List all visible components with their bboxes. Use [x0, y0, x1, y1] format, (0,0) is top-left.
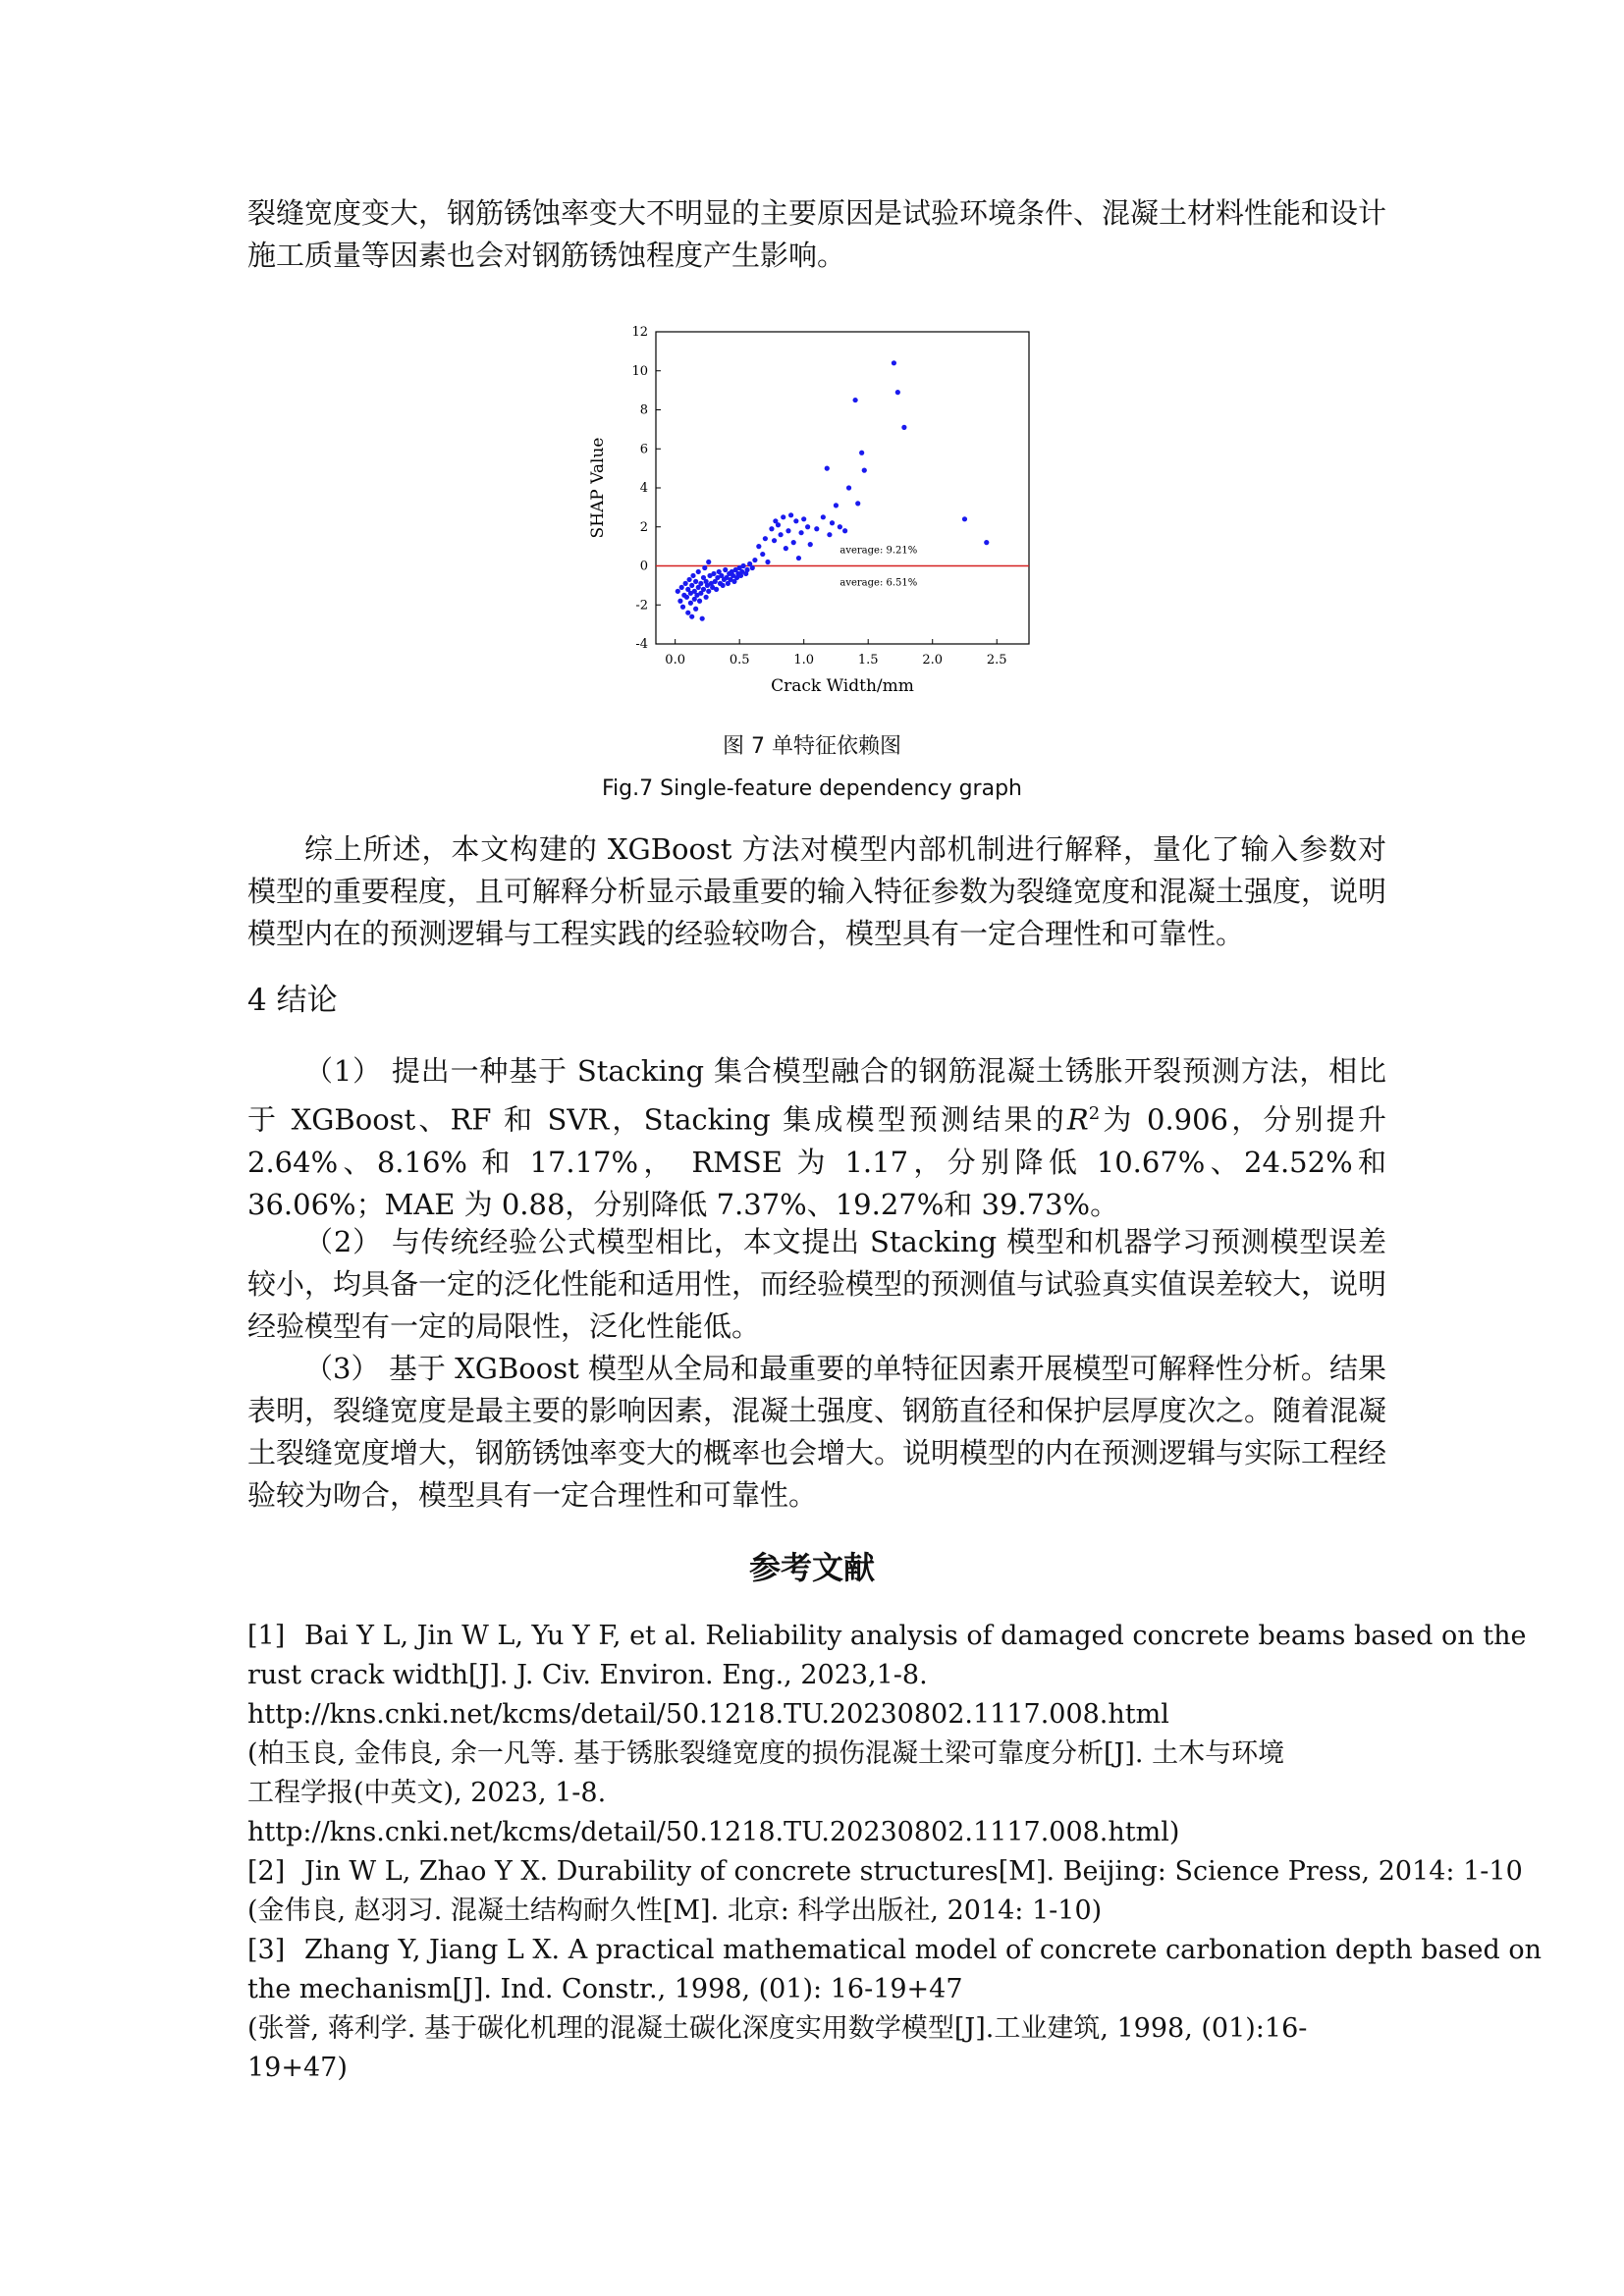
- reference-line: [247, 1774, 1386, 1813]
- scatter-point: [901, 425, 906, 430]
- conclusion-3: （3） 基于 XGBoost 模型从全局和最重要的单特征因素开展模型可解释性分析。结果表明，裂缝宽度是最主要的影响因素，混凝土强度、钢筋直径和保护层厚度次之。随着混凝土裂缝宽度增大，钢筋锈蚀率变大的概率也会增大。说明模型的内在预测逻辑与实际工程经验较为吻合，模型具有一定合理性和可靠性。: [247, 1352, 1387, 1512]
- x-tick-label: 1.0: [793, 653, 815, 667]
- reference-text: (张誉, 蒋利学. 基于碳化机理的混凝土碳化深度实用数学模型[J].工业建筑, 1998, (01):16-: [247, 2013, 1308, 2044]
- reference-url: http://kns.cnki.net/kcms/detail/50.1218.TU.20230802.1117.008.html): [247, 1817, 1180, 1847]
- figure-caption-en: Fig.7 Single-feature dependency graph: [601, 776, 1022, 801]
- reference-line: [247, 1656, 1386, 1695]
- scatter-point: [685, 611, 690, 615]
- y-tick-label: 6: [639, 442, 648, 457]
- scatter-point: [788, 512, 793, 517]
- scatter-points: [676, 360, 990, 621]
- r-squared-symbol: R: [1066, 1102, 1089, 1137]
- scatter-point: [686, 577, 691, 582]
- reference-number: [3]: [247, 1935, 286, 1965]
- reference-line: [247, 1970, 1386, 2009]
- scatter-point: [808, 542, 813, 547]
- conclusion-1-text-b: 为 0.906，分别提升 2.64%、8.16% 和 17.17%， RMSE 为 1.17，分别降低 10.67%、24.52%和 36.06%；MAE 为 0.88，分别降低 7.37%、19.27%和 39.73%。: [247, 1102, 1386, 1221]
- scatter-point: [706, 560, 711, 564]
- axis-ticks: [631, 325, 1006, 667]
- scatter-point: [690, 573, 695, 578]
- scatter-point: [684, 595, 689, 600]
- reference-line: [247, 1892, 1386, 1931]
- scatter-point: [779, 532, 784, 537]
- scatter-point: [677, 599, 682, 604]
- x-tick-label: 0.5: [729, 653, 750, 667]
- x-axis-label: Crack Width/mm: [771, 676, 914, 696]
- scatter-point: [676, 589, 680, 594]
- x-tick-label: 2.5: [986, 653, 1007, 667]
- reference-line: [247, 1931, 1542, 1970]
- reference-line: [247, 1735, 1386, 1774]
- reference-line: [247, 1813, 1386, 1852]
- conclusion-2: （2） 与传统经验公式模型相比，本文提出 Stacking 模型和机器学习预测模型误差较小，均具备一定的泛化性能和适用性，而经验模型的预测值与试验真实值误差较大，说明经验模型有一定的局限性，泛化性能低。: [247, 1225, 1387, 1343]
- x-tick-label: 1.5: [857, 653, 879, 667]
- scatter-point: [711, 571, 716, 576]
- y-tick-label: 10: [631, 363, 648, 379]
- y-tick-label: 12: [631, 325, 648, 340]
- scatter-point: [855, 501, 860, 506]
- scatter-point: [895, 390, 900, 395]
- reference-text: (柏玉良, 金伟良, 余一凡等. 基于锈胀裂缝宽度的损伤混凝土梁可靠度分析[J]. 土木与环境: [247, 1738, 1285, 1769]
- summary-paragraph: 综上所述，本文构建的 XGBoost 方法对模型内部机制进行解释，量化了输入参数对模型的重要程度，且可解释分析显示最重要的输入特征参数为裂缝宽度和混凝土强度，说明模型内在的预测逻辑与工程实践的经验较吻合，模型具有一定合理性和可靠性。: [247, 832, 1387, 950]
- reference-text: Bai Y L, Jin W L, Yu Y F, et al. Reliability analysis of damaged concrete beams based on the: [304, 1621, 1527, 1651]
- r-squared-exponent: 2: [1088, 1103, 1101, 1124]
- scatter-point: [827, 532, 832, 537]
- scatter-point: [706, 589, 711, 594]
- reference-text: Jin W L, Zhao Y X. Durability of concrete structures[M]. Beijing: Science Press, 2014: 1-10: [304, 1856, 1523, 1887]
- references-heading: 参考文献: [748, 1549, 875, 1586]
- scatter-point: [704, 595, 709, 600]
- scatter-point: [842, 528, 847, 533]
- annotation-average-upper: average: 9.21%: [839, 545, 918, 557]
- scatter-point: [859, 451, 864, 455]
- scatter-point: [714, 587, 719, 592]
- scatter-point: [697, 599, 702, 604]
- scatter-point: [760, 552, 765, 557]
- y-tick-label: 0: [639, 559, 648, 574]
- scatter-point: [984, 540, 989, 545]
- shap-dependency-chart: [575, 314, 1047, 707]
- scatter-point: [801, 516, 806, 521]
- scatter-point: [679, 585, 684, 590]
- scatter-point: [769, 526, 774, 531]
- scatter-point: [689, 583, 694, 588]
- reference-number: [1]: [247, 1621, 286, 1651]
- intro-paragraph: 裂缝宽度变大，钢筋锈蚀率变大不明显的主要原因是试验环境条件、混凝土材料性能和设计施工质量等因素也会对钢筋锈蚀程度产生影响。: [247, 196, 1387, 272]
- scatter-point: [785, 528, 790, 533]
- scatter-point: [862, 468, 867, 473]
- scatter-point: [805, 524, 810, 529]
- reference-number: [2]: [247, 1856, 286, 1887]
- scatter-point: [689, 614, 694, 619]
- reference-line: [247, 1617, 1527, 1656]
- y-tick-label: 8: [639, 402, 648, 418]
- conclusion-1: [247, 1050, 1386, 1226]
- scatter-point: [683, 581, 688, 586]
- scatter-point: [962, 516, 967, 521]
- reference-line: [247, 2049, 1386, 2088]
- scatter-point: [756, 544, 761, 549]
- scatter-point: [702, 565, 707, 570]
- y-tick-label: 4: [639, 481, 648, 496]
- y-axis-label: SHAP Value: [588, 437, 608, 539]
- scatter-point: [763, 536, 768, 541]
- reference-text: the mechanism[J]. Ind. Constr., 1998, (01): 16-19+47: [247, 1974, 963, 2004]
- reference-line: [247, 2009, 1386, 2049]
- scatter-point: [793, 518, 798, 523]
- scatter-point: [741, 563, 746, 568]
- figure-caption-cn: 图 7 单特征依赖图: [723, 734, 901, 759]
- scatter-point: [821, 514, 826, 519]
- scatter-point: [838, 524, 842, 529]
- scatter-point: [846, 485, 851, 490]
- y-tick-label: -2: [635, 598, 648, 614]
- scatter-point: [688, 601, 693, 606]
- reference-text: (金伟良, 赵羽习. 混凝土结构耐久性[M]. 北京: 科学出版社, 2014: 1-10): [247, 1896, 1103, 1926]
- scatter-point: [776, 522, 781, 527]
- x-tick-label: 0.0: [665, 653, 685, 667]
- scatter-point: [853, 398, 858, 402]
- scatter-point: [784, 546, 788, 551]
- reference-line: [247, 1695, 1386, 1735]
- reference-text: 19+47): [247, 2053, 348, 2083]
- scatter-point: [765, 560, 770, 564]
- y-tick-label: -4: [635, 637, 648, 652]
- reference-text: rust crack width[J]. J. Civ. Environ. Eng., 2023,1-8.: [247, 1660, 928, 1690]
- plot-frame: [656, 332, 1029, 644]
- scatter-point: [825, 466, 830, 471]
- figure-7: [575, 314, 1047, 707]
- reference-text: Zhang Y, Jiang L X. A practical mathematical model of concrete carbonation depth based on: [304, 1935, 1542, 1965]
- scatter-point: [830, 520, 835, 525]
- references-list: [247, 1617, 1542, 2088]
- section-heading: 4 结论: [247, 983, 338, 1018]
- scatter-point: [781, 514, 785, 519]
- scatter-point: [693, 607, 698, 612]
- scatter-point: [814, 526, 819, 531]
- scatter-point: [772, 538, 777, 543]
- y-tick-label: 2: [639, 519, 648, 535]
- scatter-point: [791, 540, 796, 545]
- reference-text: 工程学报(中英文), 2023, 1-8.: [247, 1778, 607, 1808]
- x-tick-label: 2.0: [922, 653, 944, 667]
- scatter-point: [700, 616, 705, 621]
- scatter-point: [798, 530, 803, 535]
- scatter-point: [796, 556, 801, 561]
- scatter-point: [744, 567, 749, 572]
- conclusion-1-text-a: （1） 提出一种基于 Stacking 集合模型融合的钢筋混凝土锈胀开裂预测方法，相比于 XGBoost、RF 和 SVR，Stacking 集成模型预测结果的: [247, 1054, 1386, 1137]
- scatter-point: [698, 581, 703, 586]
- scatter-point: [892, 360, 896, 365]
- reference-line: [247, 1852, 1523, 1892]
- scatter-point: [834, 503, 839, 507]
- scatter-point: [752, 558, 757, 562]
- scatter-point: [750, 565, 755, 570]
- scatter-point: [723, 567, 728, 572]
- annotation-average-lower: average: 6.51%: [839, 577, 918, 589]
- reference-url: http://kns.cnki.net/kcms/detail/50.1218.TU.20230802.1117.008.html: [247, 1699, 1169, 1730]
- scatter-point: [693, 579, 698, 584]
- scatter-point: [696, 569, 701, 574]
- scatter-point: [701, 587, 706, 592]
- scatter-point: [721, 583, 726, 588]
- scatter-point: [680, 605, 685, 610]
